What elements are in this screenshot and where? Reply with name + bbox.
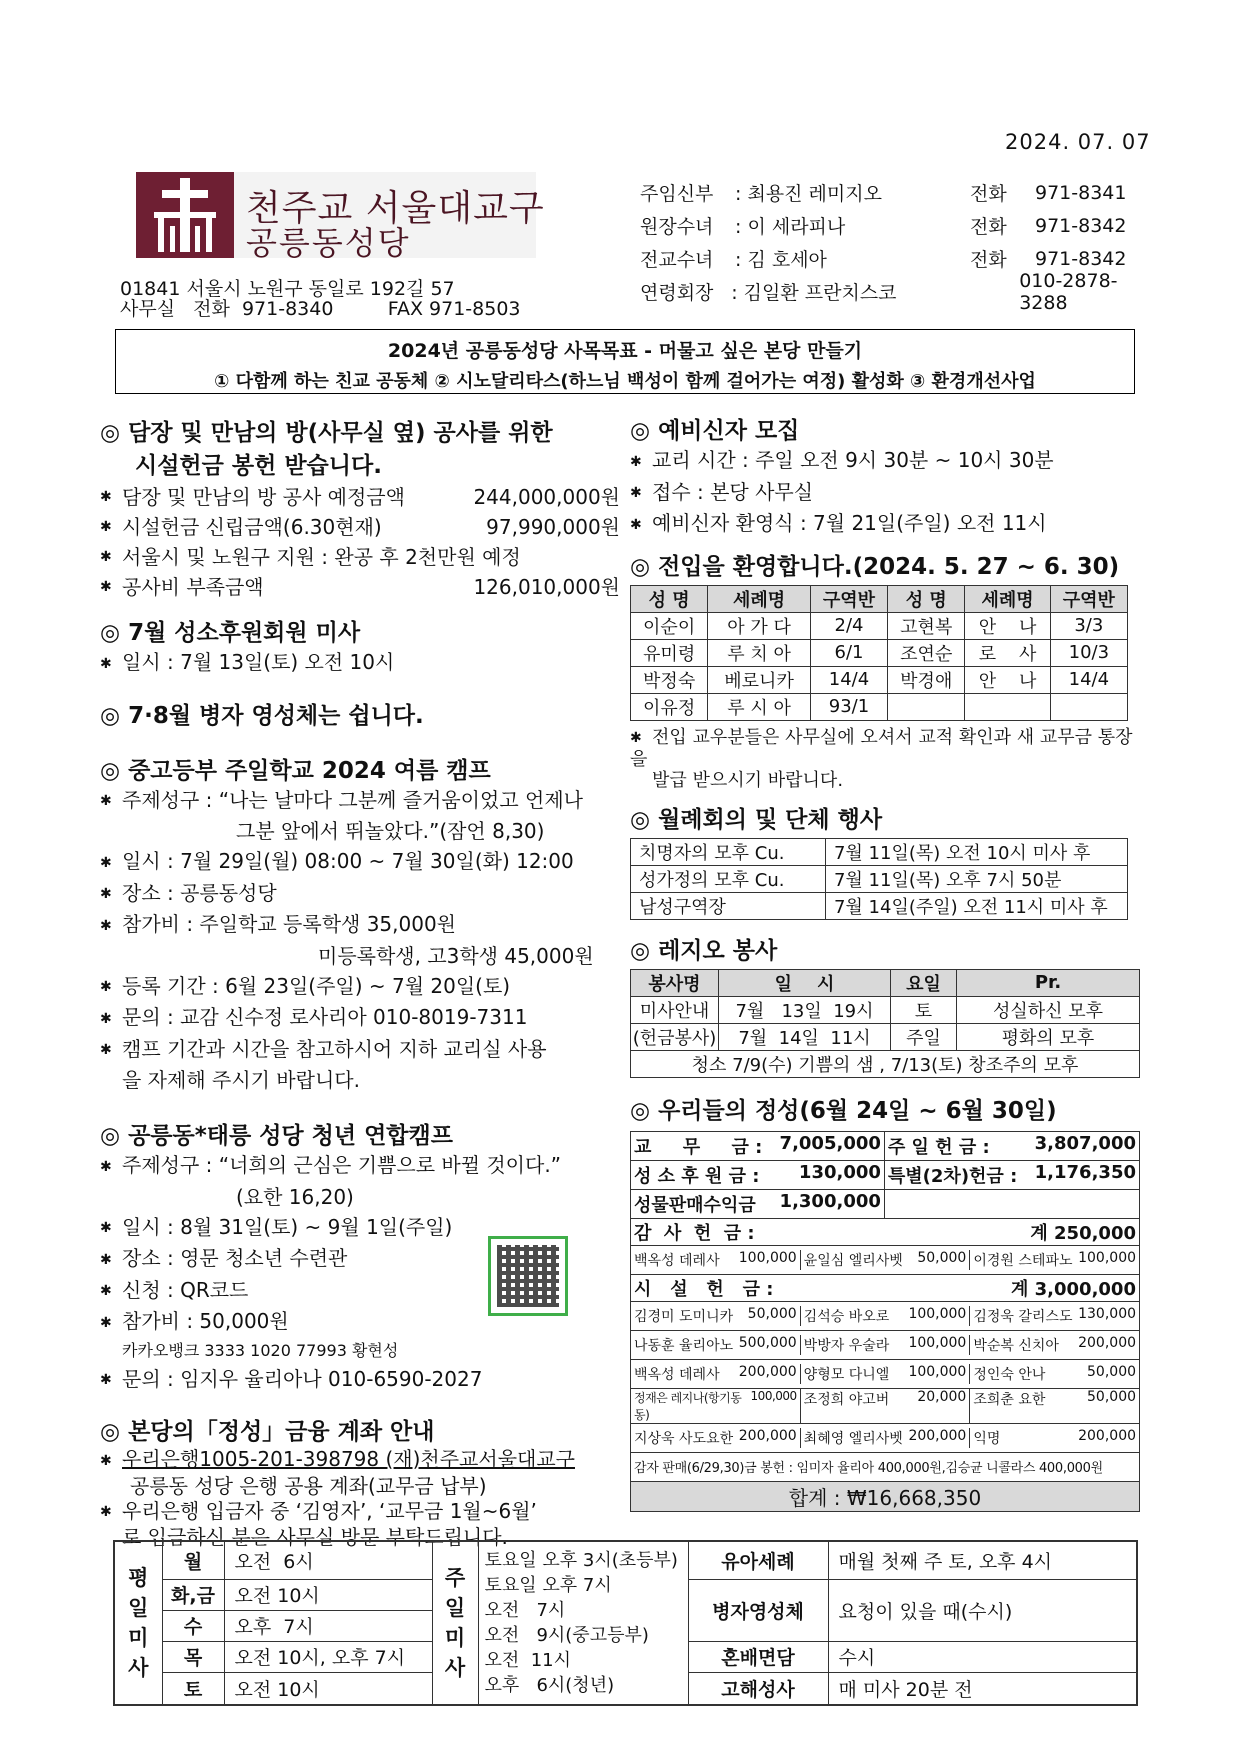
newcomer-table [630, 585, 1128, 721]
section-title: ◎ 전입을 환영합니다.(2024. 5. 27 ~ 6. 30) [630, 553, 1120, 580]
table-row: 이순이 아 가 다 2/4 고현복 안 나 3/3 [631, 612, 1128, 639]
staff-tel: 971-8342 [1035, 247, 1127, 270]
goal-title: 2024년 공릉동성당 사목목표 - 머물고 싶은 본당 만들기 [387, 340, 863, 362]
staff-role: 연령회장 [640, 282, 714, 304]
table-row: 수 오후 7시 [114, 1610, 1137, 1641]
asterisk-icon: ✱ [100, 917, 112, 934]
asterisk-icon: ✱ [100, 1283, 112, 1299]
list-item: ✱ 서울시 및 노원구 지원 : 완공 후 2천만원 예정 [100, 542, 620, 572]
list-item: ✱ 교리 시간 : 주일 오전 9시 30분 ~ 10시 30분 [630, 445, 1145, 477]
staff-role: 전교수녀 [640, 249, 714, 271]
asterisk-icon: ✱ [100, 655, 112, 672]
asterisk-icon: ✱ [100, 1042, 112, 1058]
list-item-cont: 발급 받으시기 바랍니다. [652, 769, 844, 791]
qr-code[interactable] [488, 1236, 568, 1316]
asterisk-icon: ✱ [100, 1158, 112, 1175]
asterisk-icon: ✱ [100, 1010, 112, 1027]
staff-role: 원장수녀 [640, 216, 714, 238]
list-item-cont: (요한 16,20) [236, 1184, 354, 1209]
asterisk-icon: ✱ [100, 886, 112, 902]
table-row: 토 오전 10시 고해성사 매 미사 20분 전 [114, 1672, 1137, 1705]
list-item: ✱ 신청 : QR코드 [100, 1275, 620, 1307]
table-header: 봉사명 일 시 요일 Pr. [631, 969, 1140, 996]
table-row: (헌금봉사) 7월 14일 11시 주일 평화의 모후 [631, 1023, 1140, 1050]
asterisk-icon: ✱ [100, 1314, 112, 1331]
table-header: 성 명 세례명 구역반 성 명 세례명 구역반 [631, 585, 1128, 612]
donor-cell: 지상욱 사도요한 200,000 [631, 1428, 801, 1448]
donor-cell: 조희춘 요한 50,000 [973, 1388, 1137, 1408]
legio-table [630, 969, 1140, 1078]
table-row: 유미령 루 치 아 6/1 조연순 로 사 10/3 [631, 639, 1128, 666]
list-item: ✱ 공사비 부족금액 126,010,000원 [100, 572, 620, 602]
left-column [100, 414, 620, 1549]
asterisk-icon: ✱ [100, 489, 112, 505]
bulletin-date: 2024. 07. 07 [1005, 130, 1151, 154]
list-item: ✱ 등록 기간 : 6월 23일(주일) ~ 7월 20일(토) [100, 971, 620, 1003]
list-item-cont: 을 자제해 주시기 바랍니다. [122, 1068, 360, 1092]
sunday-mass-times: 토요일 오후 3시(초등부) 토요일 오후 7시 오전 7시 오전 9시(중고등부) 오전 11시 오후 6시(청년) [478, 1541, 688, 1705]
list-item: ✱ 담장 및 만남의 방 공사 예정금액 244,000,000원 [100, 482, 620, 512]
list-item: ✱ 장소 : 영문 청소년 수련관 [100, 1243, 620, 1275]
table-row: 남성구역장 7월 14일(주일) 오전 11시 미사 후 [631, 892, 1128, 919]
tel-label: 전화 [970, 216, 1007, 238]
asterisk-icon: ✱ [100, 1251, 112, 1268]
list-item-cont: 그분 앞에서 뛰놀았다.”(잠언 8,30) [236, 819, 545, 843]
list-item: ✱ 문의 : 교감 신수정 로사리아 010-8019-7311 [100, 1002, 620, 1034]
asterisk-icon: ✱ [100, 519, 112, 535]
donor-cell: 박순복 신치아 200,000 [973, 1334, 1137, 1354]
asterisk-icon: ✱ [630, 516, 642, 533]
table-row [631, 1301, 1140, 1330]
qr-pattern [497, 1245, 559, 1307]
donor-cell: 김경미 도미니카 50,000 [631, 1306, 801, 1326]
list-item: ✱ 우리은행 입금자 중 ‘김영자’, ‘교무금 1월~6월’ [100, 1498, 620, 1526]
table-row: 감자 판매(6/29,30)금 봉헌 : 임미자 율리아 400,000원,김승균 니콜라스 400,000원 [631, 1452, 1140, 1481]
weekday-mass-label: 평 일 미 사 [114, 1541, 162, 1705]
donor-cell: 나동훈 율리아노 500,000 [631, 1335, 801, 1355]
list-item: ✱ 예비신자 환영식 : 7월 21일(주일) 오전 11시 [630, 508, 1145, 540]
right-column [630, 412, 1145, 1512]
table-row: 평 일 미 사 월 오전 6시 주 일 미 사 토요일 오후 3시(초등부) 토요일 오후 7시 오전 7시 오전 9시(중고등부) 오전 11시 오후 6시(청년) 유아세례 매월 첫째 주 토, 오후 4시 [114, 1541, 1137, 1579]
section-title: ◎ 월례회의 및 단체 행사 [630, 806, 883, 833]
asterisk-icon: ✱ [100, 1504, 112, 1520]
total-row: 합계 : ₩16,668,350 [631, 1481, 1140, 1511]
asterisk-icon: ✱ [100, 854, 112, 871]
donor-cell: 정인숙 안나 50,000 [973, 1363, 1137, 1383]
donor-cell: 조정희 야고버 20,000 [801, 1389, 971, 1423]
list-item-cont: 미등록학생, 고3학생 45,000원 [318, 943, 594, 968]
list-item-cont: 로 입금하신 분은 사무실 방문 부탁드립니다. [122, 1525, 508, 1549]
table-row: 치명자의 모후 Cu. 7월 11일(목) 오전 10시 미사 후 [631, 838, 1128, 865]
asterisk-icon: ✱ [630, 485, 642, 501]
asterisk-icon: ✱ [100, 1452, 112, 1469]
list-item: ✱ 시설헌금 신립금액(6.30현재) 97,990,000원 [100, 512, 620, 542]
diocese-name: 천주교 서울대교구 [246, 188, 545, 229]
list-item: ✱ 문의 : 임지우 율리아나 010-6590-2027 [100, 1364, 620, 1396]
staff-list [640, 176, 1160, 314]
donor-cell: 익명 200,000 [973, 1427, 1137, 1447]
section-title: ◎ 7·8월 병자 영성체는 쉽니다. [100, 702, 424, 729]
table-row: 목 오전 10시, 오후 7시 혼배면담 수시 [114, 1641, 1137, 1672]
table-row: 시 설 헌 금 : 계 3,000,000 [631, 1274, 1140, 1301]
table-row: 박정숙 베로니카 14/4 박경애 안 나 14/4 [631, 666, 1128, 693]
list-item: ✱ 일시 : 8월 31일(토) ~ 9월 1일(주일) [100, 1212, 620, 1244]
table-row [631, 1388, 1140, 1423]
section-title: ◎ 공릉동*태릉 성당 청년 연합캠프 [100, 1123, 453, 1149]
donor-cell: 김석승 바오로 100,000 [801, 1306, 971, 1326]
table-row [631, 1359, 1140, 1388]
table-row [631, 1245, 1140, 1274]
bank-account: 카카오뱅크 3333 1020 77993 황현성 [122, 1340, 399, 1360]
donor-cell: 최혜영 엘리사벳 200,000 [801, 1428, 971, 1448]
donor-cell: 김정욱 갈리스도 130,000 [973, 1305, 1137, 1325]
staff-role: 주임신부 [640, 183, 714, 205]
donor-cell: 박방자 우술라 100,000 [801, 1335, 971, 1355]
tel-label: 전화 [970, 249, 1007, 271]
table-row [631, 1423, 1140, 1452]
list-item: ✱ 장소 : 공릉동성당 [100, 878, 620, 910]
table-row: 청소 7/9(수) 기쁨의 샘 , 7/13(토) 창조주의 모후 [631, 1050, 1140, 1077]
donor-cell: 양형모 다니엘 100,000 [801, 1364, 971, 1384]
staff-row [640, 269, 1160, 314]
offering-table [630, 1131, 1140, 1512]
parish-address: 01841 서울시 노원구 동일로 192길 57 [120, 278, 455, 300]
staff-name: : 최용진 레미지오 [735, 183, 882, 205]
donor-cell: 이경원 스테파노 100,000 [973, 1249, 1137, 1269]
office-contact: 사무실 전화 971-8340 FAX 971-8503 [120, 298, 521, 320]
asterisk-icon: ✱ [630, 729, 642, 746]
donor-cell: 백옥성 데레사 100,000 [631, 1250, 801, 1270]
list-item: ✱ 참가비 : 주일학교 등록학생 35,000원 [100, 909, 620, 941]
list-item-cont: 공릉동 성당 은행 공용 계좌(교무금 납부) [130, 1473, 487, 1498]
staff-name: : 이 세라피나 [735, 216, 846, 238]
list-item: ✱ 주제성구 : “나는 날마다 그분께 즐거움이었고 언제나 [100, 785, 620, 817]
table-row: 화,금 오전 10시 병자영성체 요청이 있을 때(수시) [114, 1579, 1137, 1610]
asterisk-icon: ✱ [100, 1372, 112, 1388]
staff-tel: 010-2878-3288 [1019, 269, 1118, 314]
list-item: ✱ 전입 교우분들은 사무실에 오셔서 교적 확인과 새 교무금 통장을 [630, 726, 1133, 770]
staff-name: : 김 호세아 [735, 249, 827, 271]
staff-name: : 김일환 프란치스코 [731, 282, 897, 304]
table-row [631, 1330, 1140, 1359]
list-item: ✱ 일시 : 7월 29일(월) 08:00 ~ 7월 30일(화) 12:00 [100, 846, 620, 878]
tel-label: 전화 [970, 183, 1007, 205]
parish-name: 공릉동성당 [246, 224, 411, 262]
table-row: 성 소 후 원 금 : 130,000 특별(2차)헌금 : 1,176,350 [631, 1160, 1140, 1189]
list-item: ✱ 참가비 : 50,000원 [100, 1306, 620, 1338]
section-title: ◎ 7월 성소후원회원 미사 [100, 620, 361, 646]
section-title: ◎ 예비신자 모집 [630, 418, 800, 444]
asterisk-icon: ✱ [100, 549, 112, 565]
asterisk-icon: ✱ [100, 1220, 112, 1236]
staff-row [640, 209, 1160, 242]
table-row: 미사안내 7월 13일 19시 토 성실하신 모후 [631, 996, 1140, 1023]
pastoral-goal-box [115, 329, 1135, 394]
section-title: ◎ 본당의「정성」금융 계좌 안내 [100, 1419, 435, 1445]
donor-cell: 정재은 레지나(항기동동) 100,000 [631, 1389, 801, 1423]
list-item: ✱ 우리은행1005-201-398798 (재)천주교서울대교구 [100, 1446, 620, 1474]
section-title: ◎ 우리들의 정성(6월 24일 ~ 6월 30일) [630, 1097, 1057, 1124]
asterisk-icon: ✱ [100, 579, 112, 595]
list-item: ✱ 주제성구 : “너희의 근심은 기쁨으로 바뀔 것이다.” [100, 1150, 620, 1182]
section-title: ◎ 담장 및 만남의 방(사무실 옆) 공사를 위한 [100, 420, 553, 446]
mass-schedule-table [113, 1540, 1138, 1706]
asterisk-icon: ✱ [630, 453, 642, 470]
list-item: ✱ 접수 : 본당 사무실 [630, 477, 1145, 509]
church-icon [136, 172, 234, 258]
section-title: ◎ 레지오 봉사 [630, 937, 778, 964]
section-title: ◎ 중고등부 주일학교 2024 여름 캠프 [100, 757, 491, 784]
asterisk-icon: ✱ [100, 793, 112, 809]
table-row: 성물판매수익금 1,300,000 [631, 1189, 1140, 1218]
donor-cell: 백옥성 데레사 200,000 [631, 1364, 801, 1384]
table-row: 교 무 금 : 7,005,000 주 일 헌 금 : 3,807,000 [631, 1131, 1140, 1160]
donor-cell: 윤일심 엘리사벳 50,000 [801, 1250, 971, 1270]
staff-tel: 971-8342 [1035, 214, 1127, 237]
table-row: 성가정의 모후 Cu. 7월 11일(목) 오후 7시 50분 [631, 865, 1128, 892]
goal-items: ① 다함께 하는 친교 공동체 ② 시노달리타스(하느님 백성이 함께 걸어가는 여정) 활성화 ③ 환경개선사업 [214, 371, 1036, 392]
section-title: 시설헌금 봉헌 받습니다. [135, 453, 382, 479]
asterisk-icon: ✱ [100, 979, 112, 995]
meeting-table [630, 838, 1128, 920]
list-item: ✱ 일시 : 7월 13일(토) 오전 10시 [100, 647, 620, 679]
table-row: 감 사 헌 금 : 계 250,000 [631, 1218, 1140, 1245]
table-row: 이유정 루 시 아 93/1 [631, 693, 1128, 720]
list-item: ✱ 캠프 기간과 시간을 참고하시어 지하 교리실 사용 [100, 1034, 620, 1066]
staff-tel: 971-8341 [1035, 181, 1127, 204]
staff-row [640, 176, 1160, 209]
sunday-mass-label: 주 일 미 사 [432, 1541, 478, 1705]
